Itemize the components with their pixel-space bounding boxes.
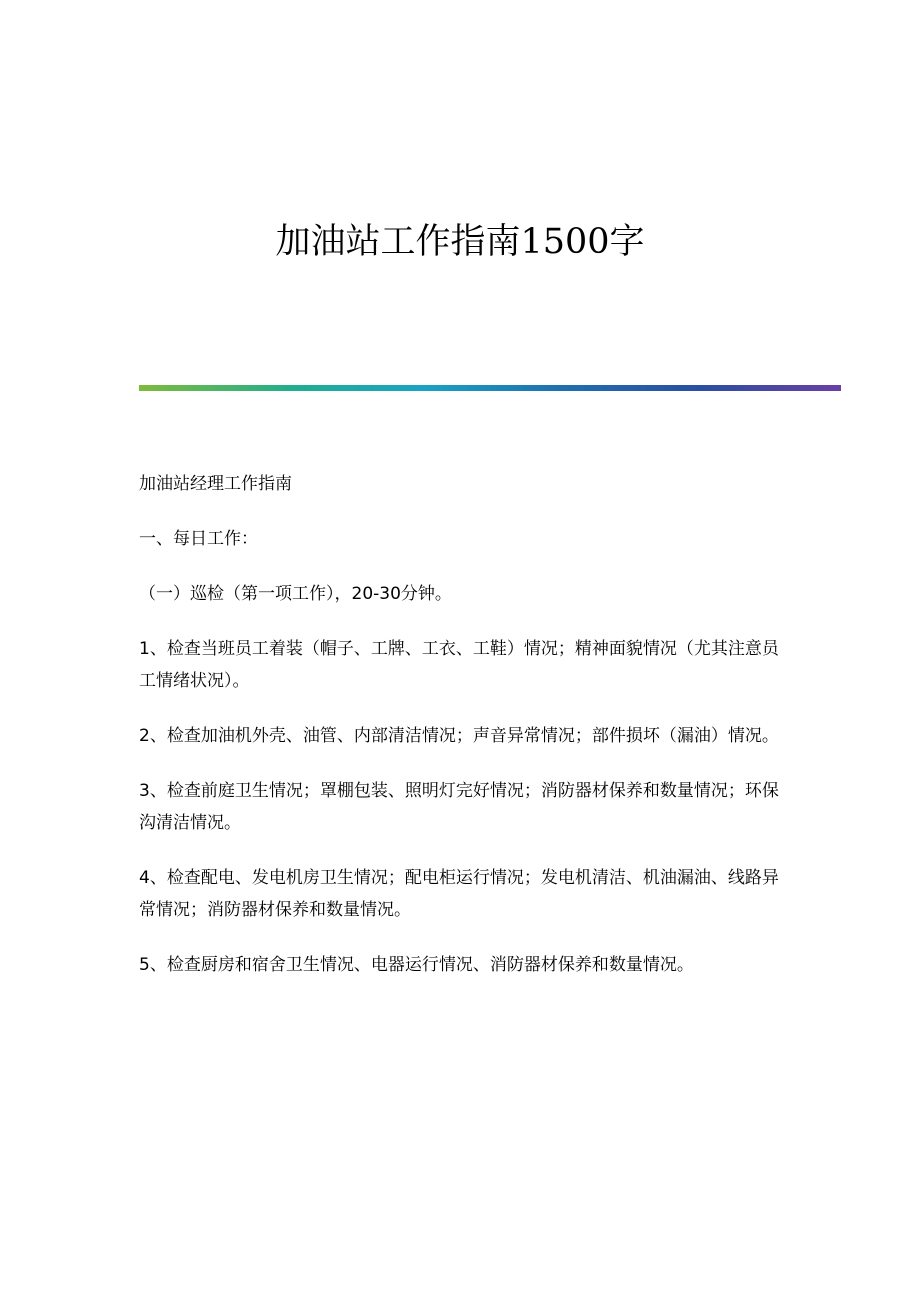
document-body <box>139 468 789 1004</box>
list-item-2: 2、检查加油机外壳、油管、内部清洁情况；声音异常情况；部件损坏（漏油）情况。 <box>139 726 779 746</box>
list-item-1: 1、检查当班员工着装（帽子、工牌、工衣、工鞋）情况；精神面貌情况（尤其注意员工情绪状况）。 <box>139 639 779 691</box>
gradient-divider <box>139 385 841 391</box>
document-title: 加油站工作指南1500字 <box>275 222 645 262</box>
section-heading: 加油站经理工作指南 <box>139 474 292 494</box>
list-item-5: 5、检查厨房和宿舍卫生情况、电器运行情况、消防器材保养和数量情况。 <box>139 955 694 975</box>
list-item-3: 3、检查前庭卫生情况；罩棚包装、照明灯完好情况；消防器材保养和数量情况；环保沟清洁情况。 <box>139 781 779 833</box>
sub-heading: （一）巡检（第一项工作），20-30分钟。 <box>139 584 452 604</box>
list-heading: 一、每日工作： <box>139 529 258 549</box>
list-item-4: 4、检查配电、发电机房卫生情况；配电柜运行情况；发电机清洁、机油漏油、线路异常情况；消防器材保养和数量情况。 <box>139 868 779 920</box>
